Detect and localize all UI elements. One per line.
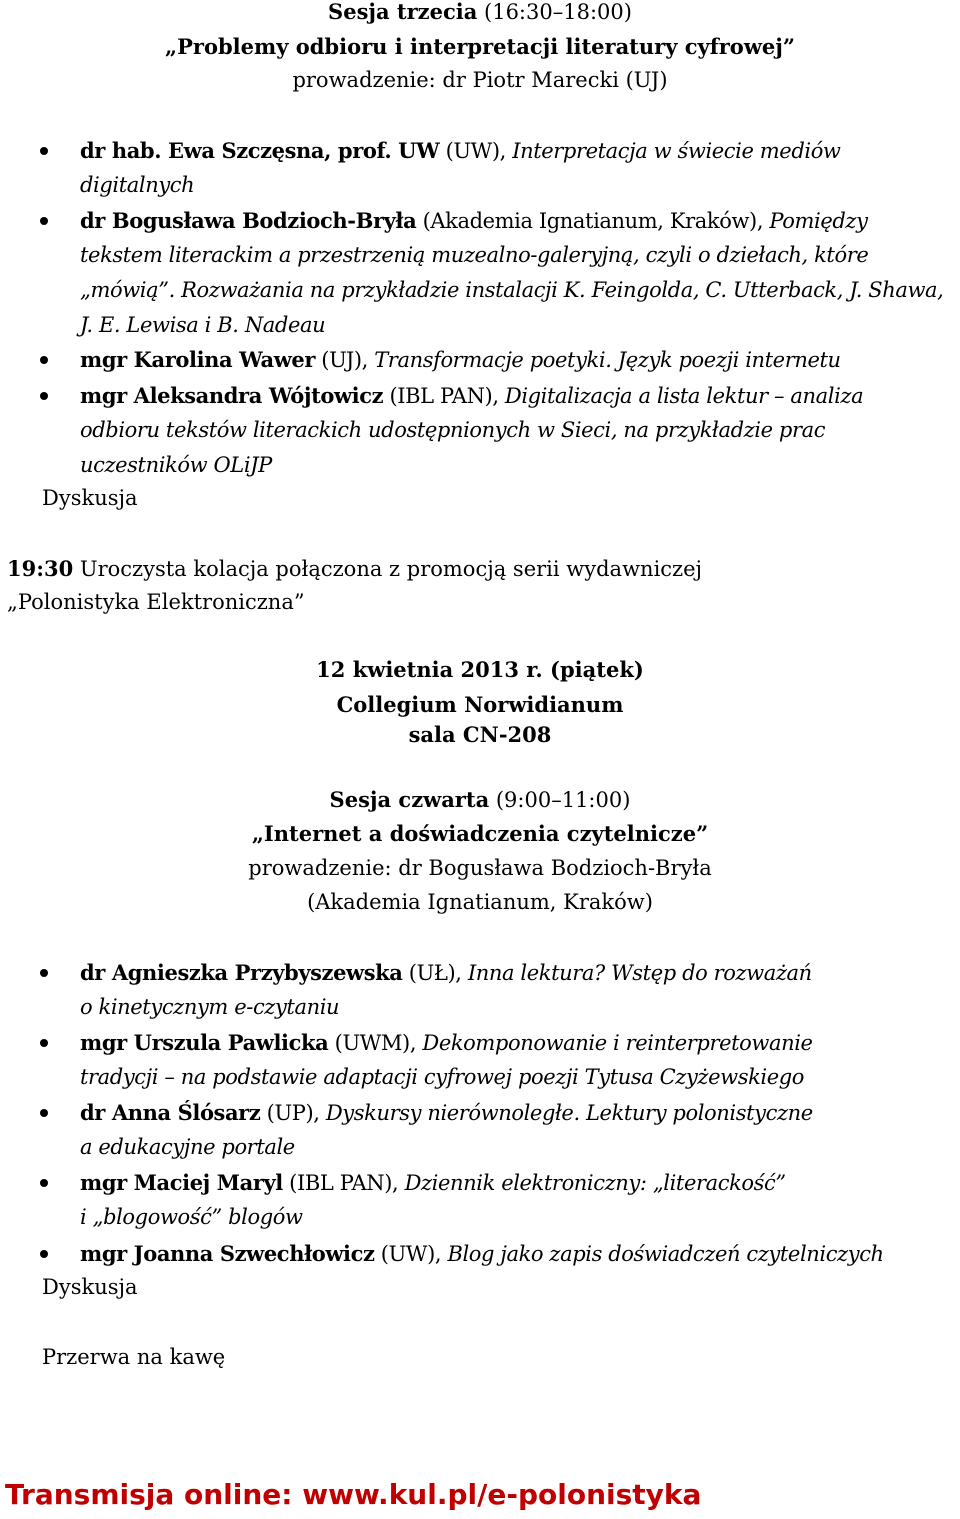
talk-title-cont: a edukacyjne portale — [80, 1135, 295, 1159]
speaker-affiliation: (UW), — [439, 139, 513, 163]
speaker-name: dr Bogusława Bodzioch-Bryła — [80, 208, 417, 233]
talk-title-cont: tradycji – na podstawie adaptacji cyfrowej poezji Tytusa Czyżewskiego — [80, 1065, 805, 1089]
dinner-text: Uroczysta kolacja połączona z promocją serii wydawniczej — [73, 557, 703, 581]
bullet-icon — [40, 1179, 48, 1187]
bullet-icon — [40, 1109, 48, 1117]
bullet-icon — [40, 392, 48, 400]
speaker-name: mgr Urszula Pawlicka — [80, 1030, 329, 1055]
talk-title: Interpretacja w świecie mediów — [512, 139, 841, 163]
session3-title: „Problemy odbioru i interpretacji literatury cyfrowej” — [165, 34, 795, 59]
talk-title-cont: i „blogowość” blogów — [80, 1205, 303, 1229]
session4-moderator-affil: (Akademia Ignatianum, Kraków) — [307, 890, 653, 914]
session4-moderator: prowadzenie: dr Bogusława Bodzioch-Bryła — [248, 856, 712, 880]
bullet-icon — [40, 1039, 48, 1047]
speaker-name: mgr Joanna Szwechłowicz — [80, 1241, 375, 1266]
talk-title: Digitalizacja a lista lektur – analiza — [504, 384, 864, 408]
speaker-affiliation: (IBL PAN), — [282, 1171, 405, 1195]
talk-title: Dziennik elektroniczny: „literackość” — [404, 1171, 786, 1195]
speaker-name: mgr Karolina Wawer — [80, 347, 316, 372]
speaker-affiliation: (IBL PAN), — [383, 384, 505, 408]
bullet-icon — [40, 356, 48, 364]
talk-title-cont: odbioru tekstów literackich udostępnionych w Sieci, na przykładzie prac — [80, 418, 826, 442]
session3-moderator: prowadzenie: dr Piotr Marecki (UJ) — [292, 68, 668, 92]
talk-title-cont: digitalnych — [80, 173, 195, 197]
bullet-icon — [40, 147, 48, 155]
dinner-time: 19:30 — [7, 556, 74, 581]
day2-room: sala CN-208 — [408, 722, 552, 747]
speaker-name: mgr Maciej Maryl — [80, 1170, 283, 1195]
talk-title: Blog jako zapis doświadczeń czytelniczych — [447, 1242, 884, 1266]
session4-heading-time: (9:00–11:00) — [489, 788, 631, 812]
coffee-break: Przerwa na kawę — [42, 1345, 226, 1369]
bullet-icon — [40, 217, 48, 225]
speaker-affiliation: (UWM), — [328, 1031, 423, 1055]
session3-heading — [0, 0, 960, 29]
speaker-affiliation: (Akademia Ignatianum, Kraków), — [416, 209, 770, 233]
talk-title: Transformacje poetyki. Język poezji internetu — [374, 348, 841, 372]
talk-title-cont: uczestników OLiJP — [80, 453, 272, 477]
speaker-name: dr hab. Ewa Szczęsna, prof. UW — [80, 138, 440, 163]
bullet-icon — [40, 969, 48, 977]
session4-heading — [0, 782, 960, 817]
speaker-name: dr Anna Ślósarz — [80, 1100, 261, 1125]
discussion-label: Dyskusja — [42, 486, 138, 510]
talk-title-cont: o kinetycznym e-czytaniu — [80, 995, 340, 1019]
talk-title: Pomiędzy — [769, 209, 868, 233]
dinner-series: „Polonistyka Elektroniczna” — [7, 590, 305, 614]
session3-heading-label: Sesja trzecia — [328, 0, 478, 24]
bullet-icon — [40, 1250, 48, 1258]
speaker-affiliation: (UJ), — [315, 348, 375, 372]
speaker-affiliation: (UP), — [260, 1101, 326, 1125]
speaker-name: mgr Aleksandra Wójtowicz — [80, 383, 384, 408]
talk-title: Dyskursy nierównoległe. Lektury polonistyczne — [325, 1101, 813, 1125]
talk-title: Inna lektura? Wstęp do rozważań — [467, 961, 812, 985]
speaker-name: dr Agnieszka Przybyszewska — [80, 960, 403, 985]
talk-title-cont: tekstem literackim a przestrzenią muzealno-galeryjną, czyli o dziełach, które — [80, 243, 869, 267]
session4-heading-label: Sesja czwarta — [329, 787, 490, 812]
talk-title-cont: „mówią”. Rozważania na przykładzie instalacji K. Feingolda, C. Utterback, J. Shawa, — [80, 278, 944, 302]
speaker-affiliation: (UŁ), — [402, 961, 468, 985]
session4-title: „Internet a doświadczenia czytelnicze” — [251, 821, 709, 846]
talk-title: Dekomponowanie i reinterpretowanie — [422, 1031, 813, 1055]
session3-heading-time: (16:30–18:00) — [477, 0, 632, 24]
speaker-affiliation: (UW), — [374, 1242, 448, 1266]
dinner-line — [7, 551, 960, 586]
day2-venue: Collegium Norwidianum — [336, 692, 624, 717]
talk-title-cont: J. E. Lewisa i B. Nadeau — [80, 313, 326, 337]
stream-link[interactable]: Transmisja online: www.kul.pl/e-polonistyka — [5, 1478, 702, 1511]
discussion-label: Dyskusja — [42, 1275, 138, 1299]
day2-date: 12 kwietnia 2013 r. (piątek) — [316, 657, 644, 682]
